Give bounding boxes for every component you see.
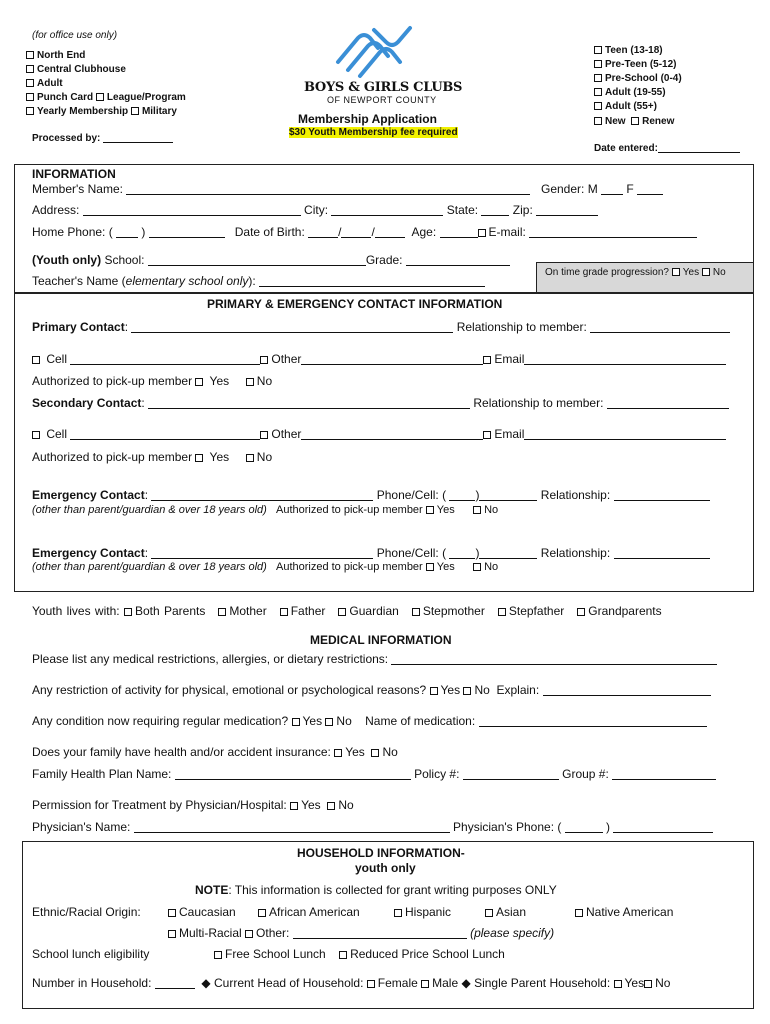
secondary-authorized-row: Authorized to pick-up member Yes No: [32, 450, 273, 464]
checkbox-icon[interactable]: [473, 563, 481, 571]
primary-contact-field[interactable]: [131, 322, 453, 333]
group-field[interactable]: [612, 769, 716, 780]
emergency1-relationship-field[interactable]: [614, 490, 710, 501]
secondary-email-field[interactable]: [524, 429, 726, 440]
checkbox-icon[interactable]: [594, 102, 602, 110]
lunch-options: Free School Lunch Reduced Price School Lunch: [214, 947, 505, 961]
checkbox-icon[interactable]: [168, 909, 176, 917]
emergency2-area-field[interactable]: [449, 548, 475, 559]
checkbox-icon[interactable]: [195, 454, 203, 462]
zip-field[interactable]: [536, 205, 598, 216]
age-check-teen[interactable]: Teen (13-18): [594, 45, 663, 56]
primary-relationship-field[interactable]: [590, 322, 730, 333]
office-check-punch[interactable]: Punch Card League/Program: [26, 92, 186, 103]
lunch-label: School lunch eligibility: [32, 947, 150, 961]
checkbox-icon[interactable]: [131, 107, 139, 115]
age-check-preschool[interactable]: Pre-School (0-4): [594, 73, 682, 84]
health-plan-row: Family Health Plan Name: Policy #: Group #:: [32, 767, 716, 781]
medication-field[interactable]: [479, 716, 707, 727]
teacher-field[interactable]: [259, 276, 485, 287]
state-field[interactable]: [481, 205, 509, 216]
checkbox-icon[interactable]: [214, 951, 222, 959]
checkbox-icon[interactable]: [124, 608, 132, 616]
secondary-other-field[interactable]: [301, 429, 483, 440]
date-entered-field[interactable]: [658, 142, 740, 153]
checkbox-icon[interactable]: [483, 431, 491, 439]
checkbox-icon[interactable]: [594, 60, 602, 68]
emergency1-area-field[interactable]: [449, 490, 475, 501]
physician-field[interactable]: [134, 822, 450, 833]
age-check-adult[interactable]: Adult (19-55): [594, 87, 666, 98]
date-entered[interactable]: Date entered:: [594, 142, 740, 154]
medication-row: Any condition now requiring regular medication? Yes No Name of medication:: [32, 714, 707, 728]
emergency2-phone-field[interactable]: [479, 548, 537, 559]
gender-f-field[interactable]: [637, 184, 663, 195]
info-heading: INFORMATION: [32, 167, 116, 181]
permission-row: Permission for Treatment by Physician/Hospital: Yes No: [32, 798, 354, 812]
physician-phone-field[interactable]: [613, 822, 713, 833]
form-title: Membership Application: [298, 112, 437, 126]
insurance-row: Does your family have health and/or accident insurance: Yes No: [32, 745, 398, 759]
address-row: Address: City: State: Zip:: [32, 203, 598, 217]
ethnic-opt-caucasian[interactable]: Caucasian: [168, 905, 236, 919]
office-check-north-end[interactable]: North End: [26, 50, 85, 61]
checkbox-icon[interactable]: [327, 802, 335, 810]
household-note: NOTE: This information is collected for grant writing purposes ONLY: [195, 883, 557, 897]
checkbox-icon[interactable]: [32, 356, 40, 364]
primary-email-field[interactable]: [524, 354, 726, 365]
checkbox-icon[interactable]: [631, 117, 639, 125]
physician-area-field[interactable]: [565, 822, 603, 833]
household-subheading: youth only: [355, 861, 416, 875]
emergency1-note-row: (other than parent/guardian & over 18 years old) Authorized to pick-up member Yes No: [32, 504, 499, 516]
dob-day-field[interactable]: [341, 227, 371, 238]
members-name-row: Member's Name:: [32, 182, 530, 196]
checkbox-icon[interactable]: [26, 65, 34, 73]
ethnic-opt-african-american[interactable]: African American: [258, 905, 360, 919]
school-row: (Youth only) School: Grade:: [32, 253, 510, 267]
office-check-central[interactable]: Central Clubhouse: [26, 64, 126, 75]
policy-field[interactable]: [463, 769, 559, 780]
age-check-preteen[interactable]: Pre-Teen (5-12): [594, 59, 677, 70]
processed-by-field[interactable]: [103, 132, 173, 143]
checkbox-icon[interactable]: [412, 608, 420, 616]
checkbox-icon[interactable]: [614, 980, 622, 988]
checkbox-icon[interactable]: [463, 687, 471, 695]
primary-phone-row: Cell Other Email: [32, 352, 726, 366]
age-check-adult55[interactable]: Adult (55+): [594, 101, 657, 112]
home-phone-field[interactable]: [149, 227, 225, 238]
checkbox-icon[interactable]: [96, 93, 104, 101]
school-field[interactable]: [148, 255, 366, 266]
contacts-heading: PRIMARY & EMERGENCY CONTACT INFORMATION: [207, 297, 503, 311]
office-use-label: (for office use only): [32, 30, 118, 41]
emergency2-note-row: (other than parent/guardian & over 18 years old) Authorized to pick-up member Yes No: [32, 561, 499, 573]
secondary-phone-row: Cell Other Email: [32, 427, 726, 441]
office-check-adult[interactable]: Adult: [26, 78, 63, 89]
dob-month-field[interactable]: [308, 227, 338, 238]
grade-field[interactable]: [406, 255, 510, 266]
checkbox-icon[interactable]: [421, 980, 429, 988]
checkbox-icon[interactable]: [498, 608, 506, 616]
checkbox-icon[interactable]: [325, 718, 333, 726]
grade-progression-row: On time grade progression? Yes No: [545, 267, 726, 278]
secondary-relationship-field[interactable]: [607, 398, 729, 409]
checkbox-icon[interactable]: [218, 608, 226, 616]
checkbox-icon[interactable]: [339, 951, 347, 959]
checkbox-icon[interactable]: [594, 74, 602, 82]
emergency1-name-field[interactable]: [151, 490, 373, 501]
checkbox-icon[interactable]: [483, 356, 491, 364]
emergency2-row: Emergency Contact: Phone/Cell: ( ) Relationship:: [32, 546, 710, 560]
checkbox-icon[interactable]: [292, 718, 300, 726]
ethnic-label: Ethnic/Racial Origin:: [32, 905, 141, 919]
boys-girls-club-logo-icon: [330, 20, 420, 82]
checkbox-icon[interactable]: [594, 88, 602, 96]
email-field[interactable]: [529, 227, 697, 238]
area-code-field[interactable]: [116, 227, 138, 238]
members-name-field[interactable]: [126, 184, 530, 195]
physician-row: Physician's Name: Physician's Phone: ( ): [32, 820, 713, 834]
checkbox-icon[interactable]: [168, 930, 176, 938]
checkbox-icon[interactable]: [367, 980, 375, 988]
checkbox-icon[interactable]: [426, 563, 434, 571]
office-check-yearly[interactable]: Yearly Membership Military: [26, 106, 177, 117]
emergency1-row: Emergency Contact: Phone/Cell: ( ) Relationship:: [32, 488, 710, 502]
medical-heading: MEDICAL INFORMATION: [310, 633, 452, 647]
ethnic-other-field[interactable]: [293, 928, 467, 939]
teacher-row: Teacher's Name (elementary school only):: [32, 274, 485, 288]
primary-authorized-row: Authorized to pick-up member Yes No: [32, 374, 273, 388]
org-name: BOYS & GIRLS CLUBS: [304, 80, 463, 95]
ethnic-opt-multi: Multi-Racial Other: (please specify): [168, 926, 554, 940]
explain-field[interactable]: [543, 685, 711, 696]
checkbox-icon[interactable]: [672, 268, 680, 276]
org-subtitle: OF NEWPORT COUNTY: [327, 95, 437, 105]
fee-notice: $30 Youth Membership fee required: [289, 127, 458, 138]
checkbox-icon[interactable]: [245, 930, 253, 938]
checkbox-icon[interactable]: [26, 93, 34, 101]
primary-other-field[interactable]: [301, 354, 483, 365]
restrictions-field[interactable]: [391, 654, 717, 665]
checkbox-icon[interactable]: [280, 608, 288, 616]
gender-row: Gender: M F: [541, 182, 663, 196]
ethnic-opt-asian[interactable]: Asian: [485, 905, 526, 919]
age-field[interactable]: [440, 227, 478, 238]
gender-m-field[interactable]: [601, 184, 623, 195]
checkbox-icon[interactable]: [195, 378, 203, 386]
secondary-contact-row: Secondary Contact: Relationship to member:: [32, 396, 729, 410]
checkbox-icon[interactable]: [644, 980, 652, 988]
checkbox-icon[interactable]: [394, 909, 402, 917]
new-renew[interactable]: New Renew: [594, 116, 674, 127]
checkbox-icon[interactable]: [260, 356, 268, 364]
restrictions-row: Please list any medical restrictions, allergies, or dietary restrictions:: [32, 652, 717, 666]
household-number-field[interactable]: [155, 978, 195, 989]
secondary-contact-field[interactable]: [148, 398, 470, 409]
checkbox-icon[interactable]: [338, 608, 346, 616]
checkbox-icon[interactable]: [702, 268, 710, 276]
checkbox-icon[interactable]: [26, 51, 34, 59]
checkbox-icon[interactable]: [371, 749, 379, 757]
health-plan-field[interactable]: [175, 769, 411, 780]
household-number-row: Number in Household: ◆ Current Head of Household: Female Male ◆ Single Parent Household: Yes No: [32, 976, 671, 990]
primary-cell-field[interactable]: [70, 354, 260, 365]
lives-with-row: Youth lives with: Both Parents Mother Father Guardian Stepmother Stepfather Grandparents: [32, 604, 662, 618]
checkbox-icon[interactable]: [334, 749, 342, 757]
processed-by[interactable]: Processed by:: [32, 132, 173, 144]
checkbox-icon[interactable]: [26, 79, 34, 87]
emergency2-name-field[interactable]: [151, 548, 373, 559]
address-field[interactable]: [83, 205, 301, 216]
checkbox-icon[interactable]: [26, 107, 34, 115]
city-field[interactable]: [331, 205, 443, 216]
checkbox-icon[interactable]: [430, 687, 438, 695]
activity-row: Any restriction of activity for physical, emotional or psychological reasons? Yes No Explain:: [32, 683, 711, 697]
primary-contact-row: Primary Contact: Relationship to member:: [32, 320, 730, 334]
bullet-icon: ◆: [461, 976, 471, 990]
dob-year-field[interactable]: [375, 227, 405, 238]
checkbox-icon[interactable]: [246, 378, 254, 386]
checkbox-icon[interactable]: [258, 909, 266, 917]
emergency1-phone-field[interactable]: [479, 490, 537, 501]
checkbox-icon[interactable]: [594, 117, 602, 125]
checkbox-icon[interactable]: [575, 909, 583, 917]
checkbox-icon[interactable]: [473, 506, 481, 514]
checkbox-icon[interactable]: [426, 506, 434, 514]
secondary-cell-field[interactable]: [70, 429, 260, 440]
phone-row: Home Phone: ( ) Date of Birth: / / Age: E-mail:: [32, 225, 697, 239]
emergency2-relationship-field[interactable]: [614, 548, 710, 559]
household-heading: HOUSEHOLD INFORMATION-: [297, 846, 465, 860]
ethnic-opt-hispanic[interactable]: Hispanic: [394, 905, 451, 919]
checkbox-icon[interactable]: [577, 608, 585, 616]
checkbox-icon[interactable]: [594, 46, 602, 54]
ethnic-opt-native-american[interactable]: Native American: [575, 905, 673, 919]
checkbox-icon[interactable]: [485, 909, 493, 917]
checkbox-icon[interactable]: [478, 229, 486, 237]
bullet-icon: ◆: [201, 976, 211, 990]
checkbox-icon[interactable]: [260, 431, 268, 439]
checkbox-icon[interactable]: [290, 802, 298, 810]
checkbox-icon[interactable]: [246, 454, 254, 462]
checkbox-icon[interactable]: [32, 431, 40, 439]
